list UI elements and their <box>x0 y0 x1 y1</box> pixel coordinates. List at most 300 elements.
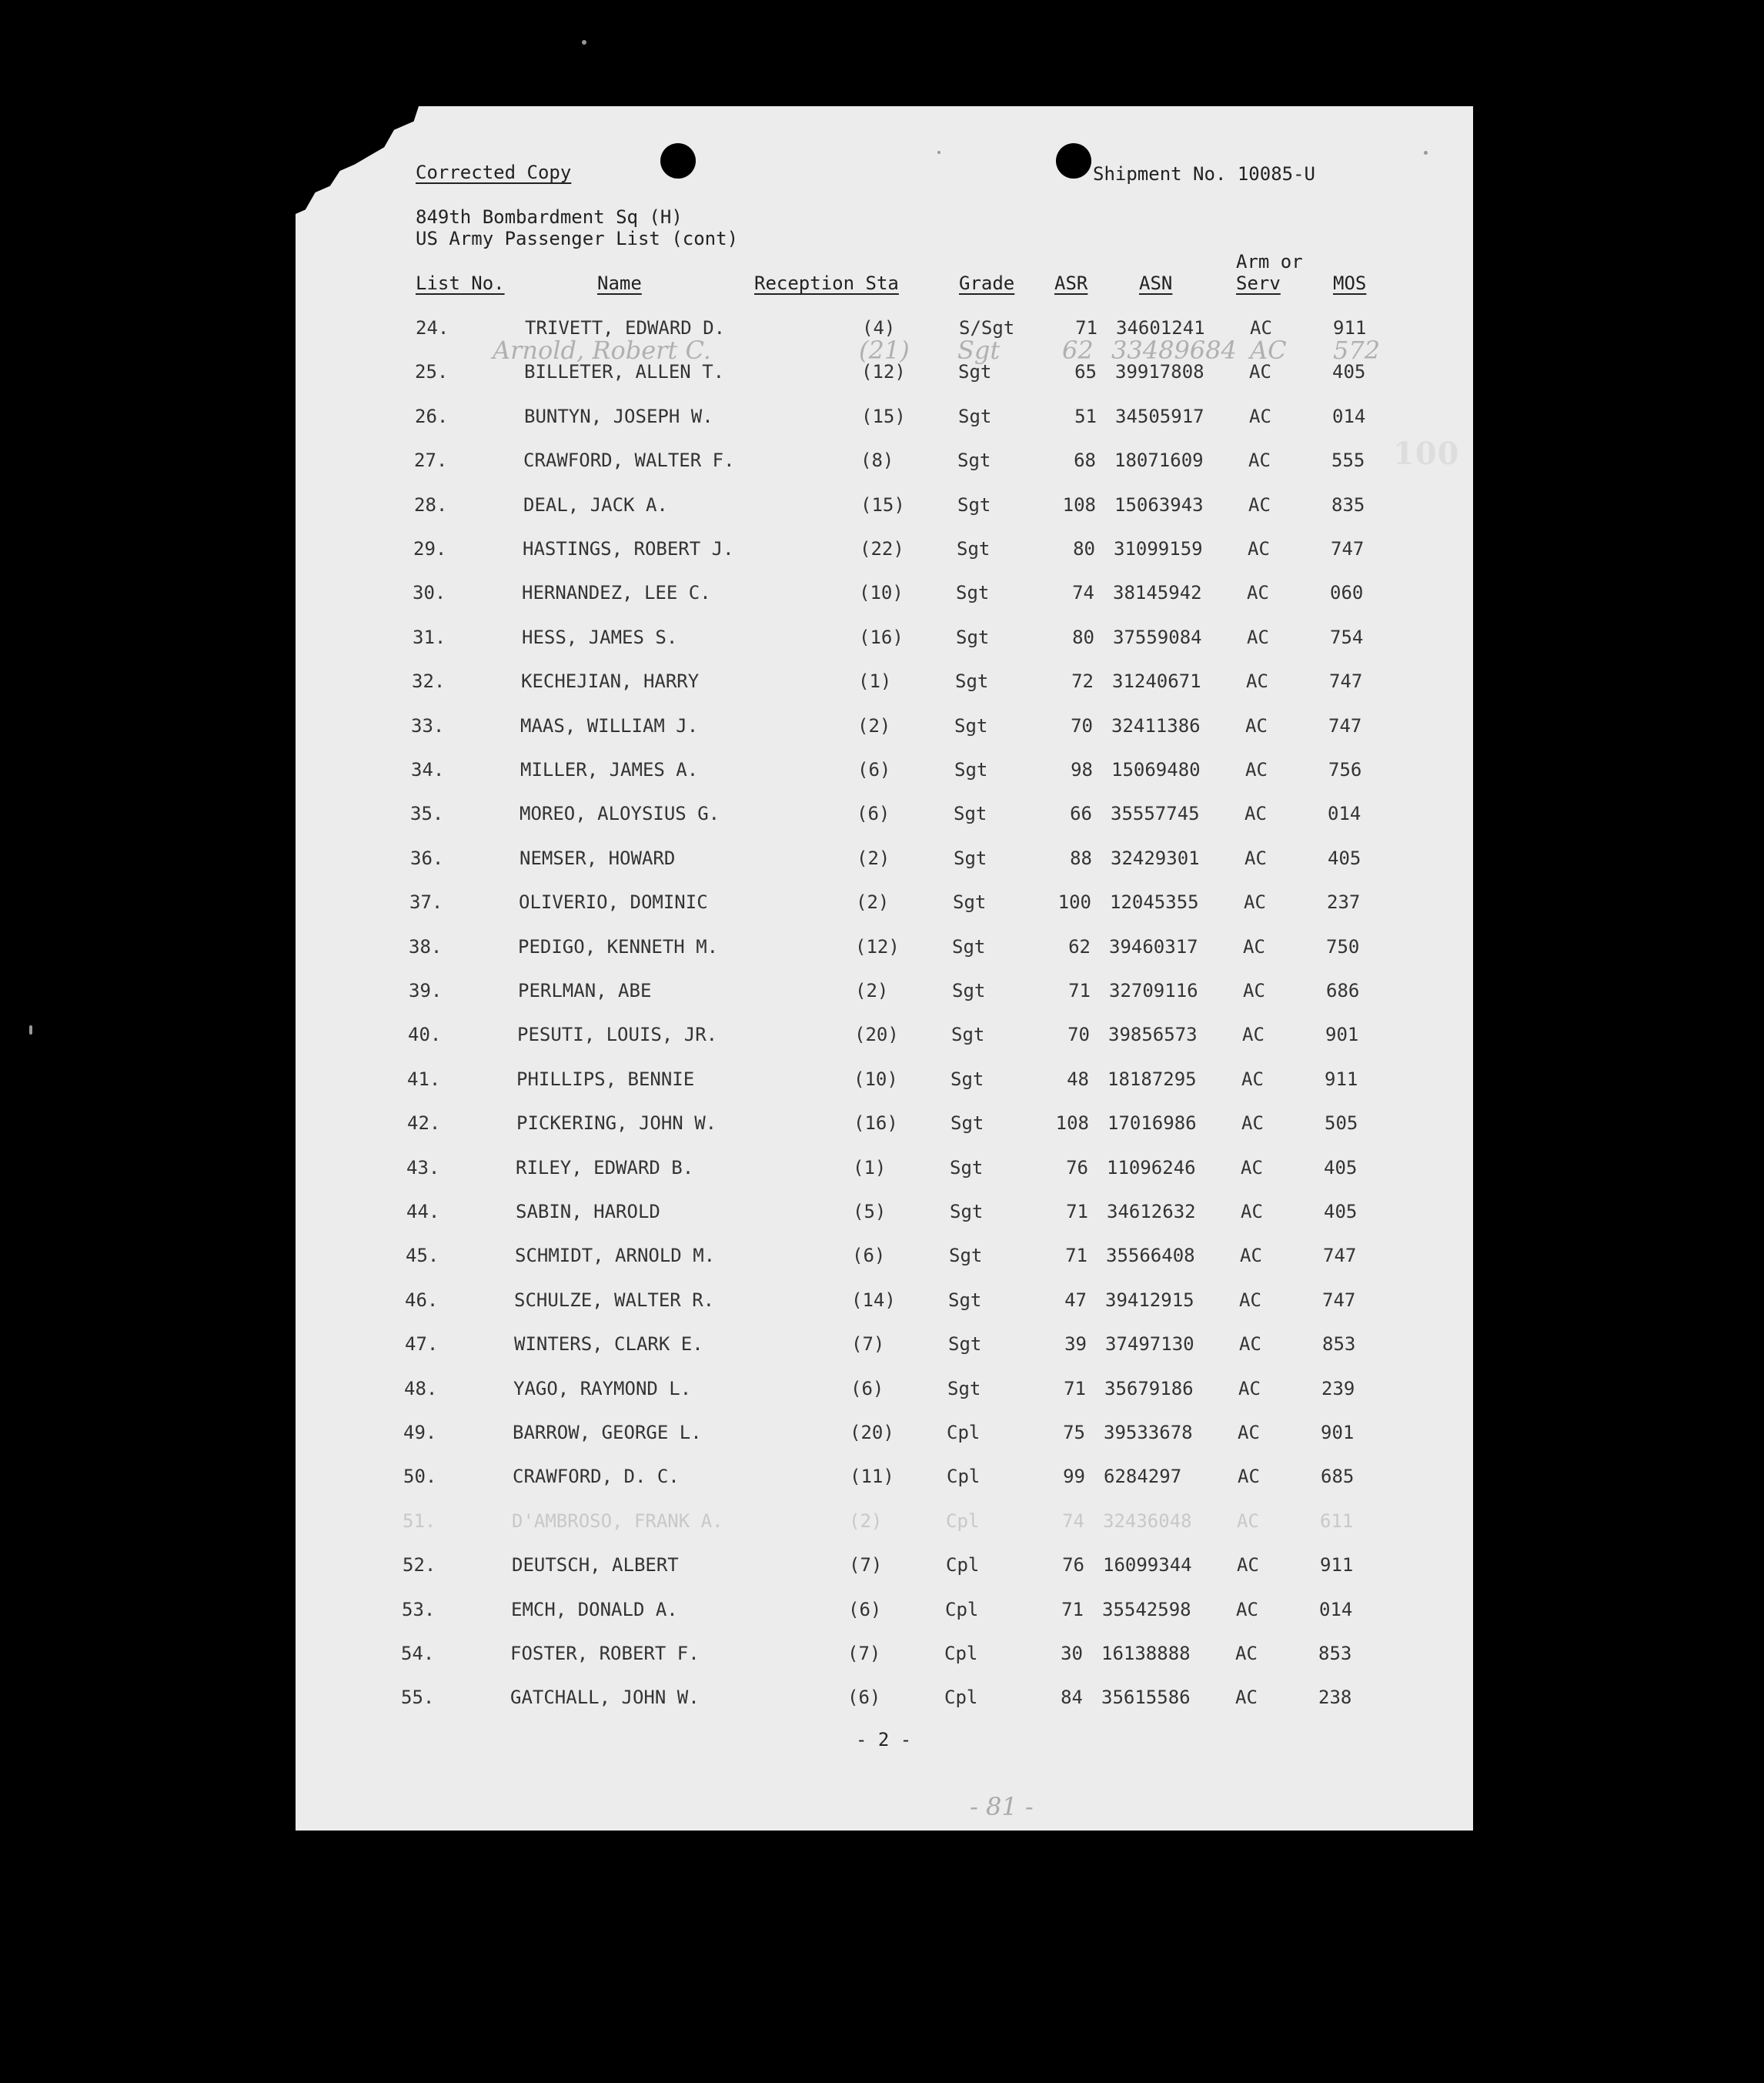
annotation-sta: (21) <box>859 336 910 365</box>
table-row <box>0 848 1764 878</box>
list-number: 54. <box>401 1643 435 1664</box>
list-number: 55. <box>401 1687 435 1708</box>
asr-value: 75 <box>1063 1422 1085 1443</box>
grade: Sgt <box>958 361 992 383</box>
asr-value: 80 <box>1072 627 1094 648</box>
asn-value: 37559084 <box>1113 627 1202 648</box>
asr-value: 98 <box>1071 759 1093 781</box>
asr-value: 71 <box>1065 1245 1087 1266</box>
reception-station: (2) <box>855 980 889 1001</box>
punch-hole-left <box>660 143 696 179</box>
arm-or-service: AC <box>1246 670 1268 692</box>
asn-value: 37497130 <box>1105 1333 1194 1355</box>
passenger-name: BARROW, GEORGE L. <box>513 1422 702 1443</box>
asr-value: 68 <box>1074 450 1096 471</box>
mos-code: 014 <box>1332 406 1366 427</box>
mos-code: 747 <box>1323 1245 1357 1266</box>
reception-station: (6) <box>847 1687 881 1708</box>
reception-station: (20) <box>850 1422 894 1443</box>
passenger-name: HESS, JAMES S. <box>522 627 678 648</box>
table-row <box>0 627 1764 657</box>
list-number: 41. <box>407 1068 441 1090</box>
mos-code: 756 <box>1328 759 1362 781</box>
mos-code: 014 <box>1328 803 1361 824</box>
list-title: US Army Passenger List (cont) <box>416 228 739 249</box>
table-row <box>0 1554 1764 1585</box>
grade: Sgt <box>952 980 986 1001</box>
table-row <box>0 1245 1764 1276</box>
asn-value: 35679186 <box>1104 1378 1194 1399</box>
unit-name: 849th Bombardment Sq (H) <box>416 206 683 228</box>
punch-hole-right <box>1056 143 1091 179</box>
asn-value: 35557745 <box>1111 803 1200 824</box>
mos-code: 747 <box>1329 670 1363 692</box>
reception-station: (16) <box>859 627 904 648</box>
asn-value: 39917808 <box>1115 361 1204 383</box>
reception-station: (4) <box>862 317 896 339</box>
list-number: 37. <box>409 891 443 913</box>
arm-or-service: AC <box>1240 1245 1262 1266</box>
table-row <box>0 1024 1764 1055</box>
list-number: 25. <box>415 361 449 383</box>
column-header-grade: Grade <box>959 272 1015 294</box>
asr-value: 51 <box>1074 406 1097 427</box>
speck <box>582 40 586 45</box>
passenger-name: PESUTI, LOUIS, JR. <box>517 1024 718 1045</box>
arm-or-service: AC <box>1243 980 1265 1001</box>
table-row <box>0 1599 1764 1630</box>
grade: Sgt <box>947 1378 981 1399</box>
asn-value: 6284297 <box>1104 1466 1182 1487</box>
column-header-mos: MOS <box>1333 272 1367 294</box>
arm-or-service: AC <box>1248 494 1271 516</box>
reception-station: (22) <box>860 538 904 560</box>
reception-station: (7) <box>847 1643 881 1664</box>
table-row <box>0 1510 1764 1541</box>
pencil-page-mark: - 81 - <box>970 1792 1034 1821</box>
mos-code: 747 <box>1322 1289 1356 1311</box>
reception-station: (12) <box>861 361 906 383</box>
asn-value: 16138888 <box>1101 1643 1191 1664</box>
arm-or-service: AC <box>1244 848 1267 869</box>
table-row <box>0 980 1764 1011</box>
arm-or-service: AC <box>1245 759 1268 781</box>
grade: Sgt <box>949 1245 983 1266</box>
grade: Sgt <box>957 538 991 560</box>
table-row <box>0 1289 1764 1320</box>
asn-value: 34612632 <box>1107 1201 1196 1222</box>
reception-station: (5) <box>853 1201 887 1222</box>
table-row <box>0 538 1764 569</box>
asr-value: 88 <box>1070 848 1092 869</box>
list-number: 27. <box>414 450 448 471</box>
table-row <box>0 1201 1764 1232</box>
passenger-name: CRAWFORD, D. C. <box>513 1466 680 1487</box>
passenger-name: DEAL, JACK A. <box>523 494 668 516</box>
asr-value: 76 <box>1062 1554 1084 1576</box>
passenger-name: OLIVERIO, DOMINIC <box>519 891 708 913</box>
mos-code: 901 <box>1321 1422 1355 1443</box>
table-row <box>0 803 1764 834</box>
grade: Sgt <box>950 1068 984 1090</box>
grade: Sgt <box>952 936 986 958</box>
page-number: - 2 - <box>856 1729 912 1750</box>
grade: Sgt <box>957 494 991 516</box>
arm-or-service: AC <box>1239 1289 1261 1311</box>
arm-or-service: AC <box>1237 1510 1259 1532</box>
annotation-arm: AC <box>1250 336 1287 365</box>
arm-or-service: AC <box>1248 450 1271 471</box>
list-number: 31. <box>413 627 446 648</box>
column-header-asn: ASN <box>1139 272 1173 294</box>
table-row <box>0 1422 1764 1453</box>
reception-station: (10) <box>859 582 904 604</box>
mos-code: 405 <box>1328 848 1361 869</box>
asr-value: 74 <box>1072 582 1094 604</box>
list-number: 38. <box>409 936 443 958</box>
reception-station: (2) <box>856 891 890 913</box>
list-number: 42. <box>407 1112 441 1134</box>
passenger-name: YAGO, RAYMOND L. <box>513 1378 692 1399</box>
list-number: 33. <box>411 715 445 737</box>
column-header-list-no: List No. <box>416 272 505 294</box>
passenger-name: KECHEJIAN, HARRY <box>521 670 700 692</box>
list-number: 26. <box>415 406 449 427</box>
passenger-name: PERLMAN, ABE <box>518 980 652 1001</box>
passenger-name: MAAS, WILLIAM J. <box>520 715 699 737</box>
arm-or-service: AC <box>1238 1422 1260 1443</box>
passenger-name: RILEY, EDWARD B. <box>516 1157 694 1179</box>
grade: Sgt <box>950 1201 984 1222</box>
passenger-name: HERNANDEZ, LEE C. <box>522 582 711 604</box>
grade: Sgt <box>950 1112 984 1134</box>
reception-station: (7) <box>849 1554 883 1576</box>
table-row <box>0 1378 1764 1409</box>
mos-code: 901 <box>1325 1024 1359 1045</box>
asn-value: 16099344 <box>1103 1554 1192 1576</box>
annotation-mos: 572 <box>1333 336 1381 365</box>
passenger-name: D'AMBROSO, FRANK A. <box>512 1510 723 1532</box>
arm-or-service: AC <box>1235 1687 1258 1708</box>
page-stamp-number: 100 <box>1393 436 1460 472</box>
asn-value: 11096246 <box>1107 1157 1196 1179</box>
asn-value: 32429301 <box>1111 848 1200 869</box>
asr-value: 70 <box>1071 715 1093 737</box>
arm-or-service: AC <box>1243 936 1265 958</box>
passenger-name: TRIVETT, EDWARD D. <box>525 317 726 339</box>
asr-value: 74 <box>1062 1510 1084 1532</box>
reception-station: (6) <box>857 759 891 781</box>
list-number: 52. <box>403 1554 436 1576</box>
list-number: 43. <box>406 1157 440 1179</box>
grade: Cpl <box>945 1599 979 1620</box>
passenger-name: PEDIGO, KENNETH M. <box>518 936 719 958</box>
annotation-name: Arnold, Robert C. <box>493 336 711 365</box>
mos-code: 911 <box>1333 317 1367 339</box>
list-number: 46. <box>405 1289 439 1311</box>
table-row <box>0 450 1764 480</box>
list-number: 36. <box>410 848 444 869</box>
passenger-name: HASTINGS, ROBERT J. <box>523 538 734 560</box>
reception-station: (6) <box>850 1378 884 1399</box>
asr-value: 108 <box>1055 1112 1089 1134</box>
asr-value: 100 <box>1057 891 1091 913</box>
list-number: 45. <box>406 1245 439 1266</box>
reception-station: (6) <box>857 803 890 824</box>
asn-value: 18187295 <box>1108 1068 1197 1090</box>
passenger-name: FOSTER, ROBERT F. <box>510 1643 700 1664</box>
reception-station: (8) <box>860 450 894 471</box>
asn-value: 15069480 <box>1111 759 1201 781</box>
reception-station: (11) <box>850 1466 894 1487</box>
arm-or-service: AC <box>1238 1466 1260 1487</box>
column-header-arm-line1: Arm or <box>1236 251 1303 272</box>
asn-value: 12045355 <box>1110 891 1199 913</box>
list-number: 40. <box>408 1024 442 1045</box>
arm-or-service: AC <box>1250 317 1272 339</box>
list-number: 39. <box>409 980 443 1001</box>
arm-or-service: AC <box>1241 1201 1263 1222</box>
table-row <box>0 317 1764 348</box>
arm-or-service: AC <box>1249 406 1271 427</box>
list-number: 48. <box>404 1378 438 1399</box>
asr-value: 84 <box>1061 1687 1083 1708</box>
arm-or-service: AC <box>1245 715 1268 737</box>
arm-or-service: AC <box>1241 1068 1264 1090</box>
mos-code: 686 <box>1326 980 1360 1001</box>
mos-code: 747 <box>1328 715 1362 737</box>
passenger-name: PHILLIPS, BENNIE <box>516 1068 695 1090</box>
reception-station: (15) <box>860 494 905 516</box>
list-number: 32. <box>412 670 446 692</box>
grade: Sgt <box>954 715 988 737</box>
reception-station: (2) <box>849 1510 883 1532</box>
list-number: 47. <box>405 1333 439 1355</box>
asr-value: 30 <box>1061 1643 1083 1664</box>
asn-value: 35542598 <box>1102 1599 1191 1620</box>
asr-value: 76 <box>1066 1157 1088 1179</box>
passenger-name: DEUTSCH, ALBERT <box>512 1554 679 1576</box>
passenger-name: MILLER, JAMES A. <box>520 759 699 781</box>
table-row <box>0 582 1764 613</box>
annotation-asr: 62 <box>1062 336 1094 365</box>
asn-value: 39412915 <box>1105 1289 1194 1311</box>
table-row <box>0 715 1764 746</box>
grade: Cpl <box>947 1422 981 1443</box>
passenger-name: BUNTYN, JOSEPH W. <box>524 406 713 427</box>
arm-or-service: AC <box>1241 1112 1264 1134</box>
list-number: 29. <box>413 538 447 560</box>
table-row <box>0 936 1764 967</box>
reception-station: (6) <box>852 1245 886 1266</box>
asn-value: 32411386 <box>1111 715 1201 737</box>
reception-station: (6) <box>848 1599 882 1620</box>
grade: Sgt <box>951 1024 985 1045</box>
mos-code: 555 <box>1331 450 1365 471</box>
mos-code: 754 <box>1330 627 1364 648</box>
reception-station: (1) <box>858 670 892 692</box>
mos-code: 835 <box>1331 494 1365 516</box>
list-number: 24. <box>416 317 449 339</box>
mos-code: 747 <box>1331 538 1365 560</box>
grade: Sgt <box>956 627 990 648</box>
asn-value: 32709116 <box>1109 980 1198 1001</box>
grade: Sgt <box>957 450 991 471</box>
column-header-arm-line2: Serv <box>1236 272 1281 294</box>
table-row <box>0 1157 1764 1188</box>
asr-value: 108 <box>1062 494 1096 516</box>
asn-value: 34505917 <box>1115 406 1204 427</box>
asr-value: 66 <box>1070 803 1092 824</box>
mos-code: 611 <box>1320 1510 1354 1532</box>
arm-or-service: AC <box>1241 1157 1263 1179</box>
passenger-name: WINTERS, CLARK E. <box>514 1333 703 1355</box>
asn-value: 18071609 <box>1114 450 1204 471</box>
grade: Cpl <box>947 1466 981 1487</box>
asr-value: 70 <box>1067 1024 1090 1045</box>
arm-or-service: AC <box>1242 1024 1265 1045</box>
arm-or-service: AC <box>1244 891 1266 913</box>
passenger-name: PICKERING, JOHN W. <box>516 1112 717 1134</box>
arm-or-service: AC <box>1248 538 1270 560</box>
mos-code: 060 <box>1330 582 1364 604</box>
column-header-asr: ASR <box>1054 272 1088 294</box>
list-number: 44. <box>406 1201 440 1222</box>
asr-value: 65 <box>1074 361 1097 383</box>
grade: Sgt <box>954 759 988 781</box>
asr-value: 99 <box>1063 1466 1085 1487</box>
reception-station: (7) <box>851 1333 885 1355</box>
asn-value: 38145942 <box>1113 582 1202 604</box>
reception-station: (16) <box>854 1112 898 1134</box>
speck <box>937 151 940 154</box>
mos-code: 405 <box>1324 1201 1358 1222</box>
table-row <box>0 1068 1764 1099</box>
grade: Sgt <box>956 582 990 604</box>
mos-code: 911 <box>1325 1068 1358 1090</box>
table-row <box>0 891 1764 922</box>
passenger-name: CRAWFORD, WALTER F. <box>523 450 735 471</box>
shipment-number: Shipment No. 10085-U <box>1093 163 1315 185</box>
grade: Sgt <box>958 406 992 427</box>
grade: Sgt <box>954 848 987 869</box>
table-row <box>0 494 1764 525</box>
grade: Sgt <box>953 891 987 913</box>
list-number: 53. <box>402 1599 436 1620</box>
list-number: 51. <box>403 1510 436 1532</box>
arm-or-service: AC <box>1239 1333 1261 1355</box>
grade: Cpl <box>944 1643 978 1664</box>
reception-station: (12) <box>855 936 900 958</box>
table-row <box>0 1687 1764 1717</box>
asr-value: 71 <box>1075 317 1097 339</box>
list-number: 35. <box>410 803 444 824</box>
passenger-name: NEMSER, HOWARD <box>520 848 676 869</box>
arm-or-service: AC <box>1237 1554 1259 1576</box>
asn-value: 39856573 <box>1108 1024 1198 1045</box>
asn-value: 35615586 <box>1101 1687 1191 1708</box>
asn-value: 39533678 <box>1104 1422 1193 1443</box>
grade: Sgt <box>948 1333 982 1355</box>
grade: Cpl <box>946 1554 980 1576</box>
asn-value: 31099159 <box>1114 538 1203 560</box>
asr-value: 80 <box>1073 538 1095 560</box>
mos-code: 405 <box>1324 1157 1358 1179</box>
grade: Sgt <box>955 670 989 692</box>
reception-station: (14) <box>851 1289 896 1311</box>
mos-code: 853 <box>1318 1643 1352 1664</box>
column-header-reception: Reception Sta <box>754 272 899 294</box>
asr-value: 71 <box>1064 1378 1086 1399</box>
passenger-name: GATCHALL, JOHN W. <box>510 1687 700 1708</box>
table-row <box>0 670 1764 701</box>
asr-value: 71 <box>1066 1201 1088 1222</box>
reception-station: (10) <box>854 1068 898 1090</box>
list-number: 34. <box>411 759 445 781</box>
table-row <box>0 759 1764 790</box>
asn-value: 17016986 <box>1108 1112 1197 1134</box>
reception-station: (15) <box>861 406 906 427</box>
asn-value: 39460317 <box>1109 936 1198 958</box>
speck <box>1424 151 1428 155</box>
asn-value: 34601241 <box>1116 317 1205 339</box>
passenger-name: EMCH, DONALD A. <box>511 1599 678 1620</box>
mos-code: 911 <box>1320 1554 1354 1576</box>
grade: Sgt <box>954 803 987 824</box>
passenger-name: SCHULZE, WALTER R. <box>514 1289 715 1311</box>
mos-code: 014 <box>1319 1599 1353 1620</box>
asr-value: 71 <box>1068 980 1091 1001</box>
asn-value: 32436048 <box>1103 1510 1192 1532</box>
asr-value: 62 <box>1068 936 1091 958</box>
table-row <box>0 361 1764 392</box>
mos-code: 405 <box>1332 361 1366 383</box>
reception-station: (2) <box>857 848 890 869</box>
reception-station: (20) <box>854 1024 899 1045</box>
grade: Cpl <box>944 1687 978 1708</box>
reception-station: (1) <box>853 1157 887 1179</box>
mos-code: 237 <box>1327 891 1361 913</box>
arm-or-service: AC <box>1236 1599 1258 1620</box>
asr-value: 39 <box>1064 1333 1087 1355</box>
mos-code: 750 <box>1326 936 1360 958</box>
table-row <box>0 1333 1764 1364</box>
grade: S/Sgt <box>959 317 1015 339</box>
table-row <box>0 1112 1764 1143</box>
arm-or-service: AC <box>1238 1378 1261 1399</box>
asr-value: 47 <box>1064 1289 1087 1311</box>
arm-or-service: AC <box>1249 361 1271 383</box>
mos-code: 238 <box>1318 1687 1352 1708</box>
arm-or-service: AC <box>1244 803 1267 824</box>
grade: Sgt <box>948 1289 982 1311</box>
grade: Sgt <box>950 1157 984 1179</box>
corrected-copy-label: Corrected Copy <box>416 162 572 183</box>
arm-or-service: AC <box>1247 582 1269 604</box>
mos-code: 853 <box>1322 1333 1356 1355</box>
arm-or-service: AC <box>1247 627 1269 648</box>
passenger-name: MOREO, ALOYSIUS G. <box>520 803 720 824</box>
asr-value: 72 <box>1071 670 1094 692</box>
asr-value: 71 <box>1061 1599 1084 1620</box>
mos-code: 239 <box>1321 1378 1355 1399</box>
annotation-asn: 33489684 <box>1111 336 1237 365</box>
mos-code: 685 <box>1321 1466 1355 1487</box>
passenger-name: SABIN, HAROLD <box>516 1201 660 1222</box>
table-row <box>0 1466 1764 1496</box>
list-number: 49. <box>403 1422 437 1443</box>
asn-value: 15063943 <box>1114 494 1204 516</box>
